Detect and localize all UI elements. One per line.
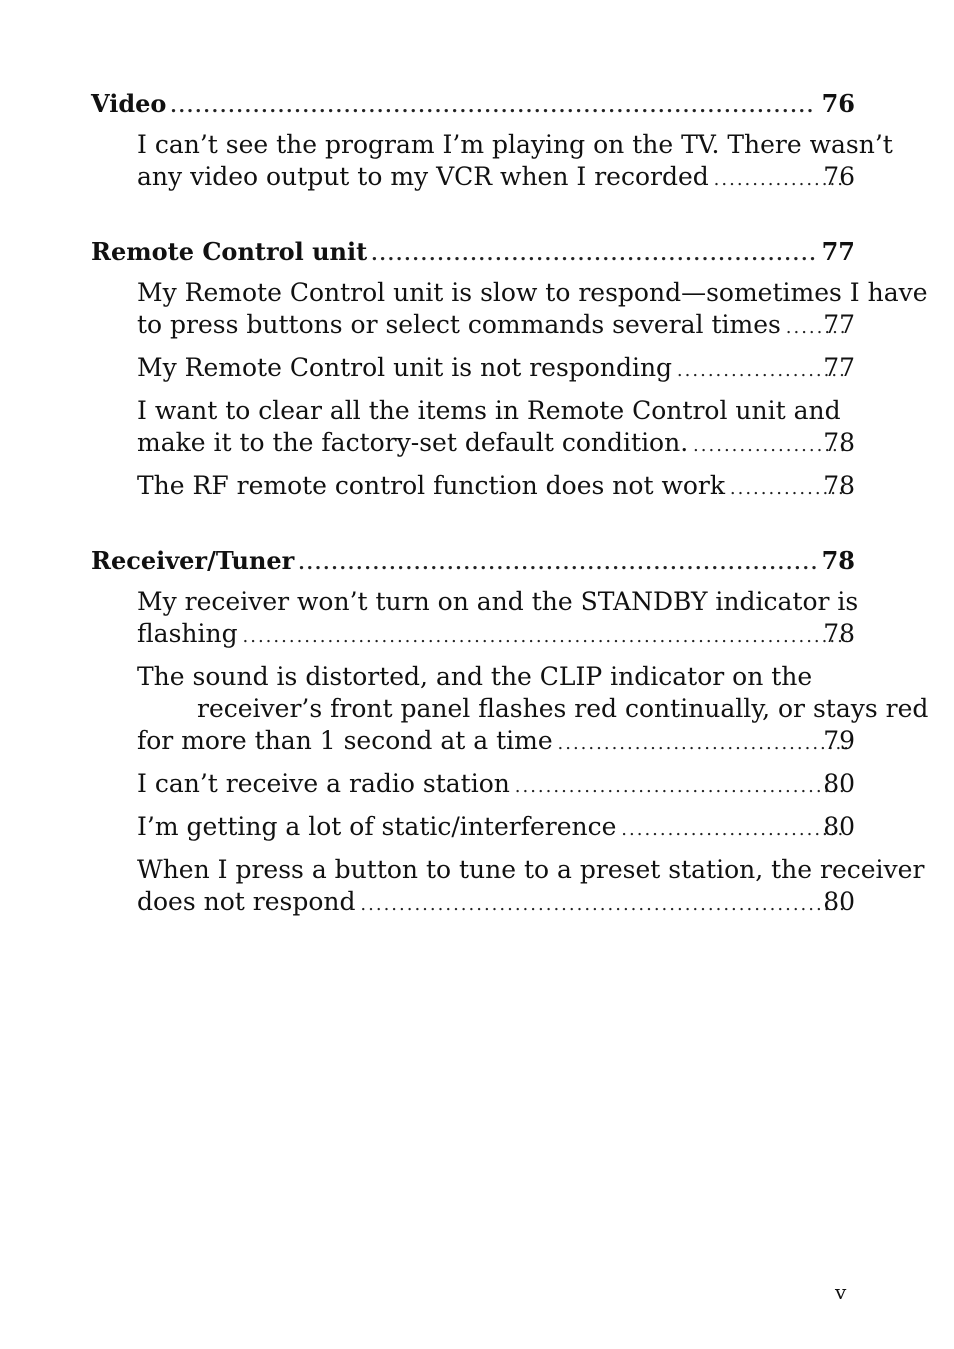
toc-page-number: 80	[823, 887, 855, 916]
toc-section-video	[91, 88, 893, 196]
toc-page-number: 79	[823, 726, 855, 755]
dot-leader	[620, 814, 847, 846]
toc-entry-last-line	[137, 811, 855, 846]
toc-entry[interactable]	[137, 395, 855, 462]
toc-page-number: 80	[823, 812, 855, 841]
toc-entry-text: does not respond	[137, 887, 356, 916]
toc-entry-text: any video output to my VCR when I recorded	[137, 162, 709, 191]
toc-entry-last-line	[137, 352, 855, 387]
toc-page-number: 77	[821, 237, 855, 266]
toc-entry[interactable]	[137, 352, 855, 387]
toc-page-number: 77	[823, 310, 855, 339]
toc-page-number: 78	[821, 546, 855, 575]
toc-entry-last-line	[137, 427, 855, 462]
toc-entry-text: to press buttons or select commands several times	[137, 310, 781, 339]
page-folio: v	[835, 1280, 847, 1304]
toc-entry-text: for more than 1 second at a time	[137, 726, 553, 755]
toc-entry-text: I can’t see the program I’m playing on the TV. There wasn’t	[137, 130, 893, 159]
toc-entry-last-line	[137, 886, 855, 921]
toc-page-number: 78	[823, 619, 855, 648]
dot-leader	[242, 621, 848, 653]
toc-entry-last-line	[137, 470, 855, 505]
toc-page-number: 77	[823, 353, 855, 382]
toc-heading-title: Remote Control unit	[91, 237, 368, 266]
toc-entry-text: My receiver won’t turn on and the STANDBY indicator is	[137, 587, 859, 616]
toc-entry[interactable]	[137, 811, 855, 846]
dot-leader	[371, 239, 815, 271]
toc-entry-last-line	[137, 161, 855, 196]
dot-leader	[298, 548, 815, 580]
toc-entry-last-line	[137, 618, 855, 653]
toc-entry[interactable]	[137, 586, 859, 653]
toc-heading[interactable]	[91, 88, 855, 123]
toc-page-number: 78	[823, 471, 855, 500]
toc-entry-text: flashing	[137, 619, 238, 648]
toc-section-receiver-tuner	[91, 545, 929, 921]
toc-entry-text: I’m getting a lot of static/interference	[137, 812, 617, 841]
toc-entry-text: receiver’s front panel flashes red continually, or stays red	[197, 694, 929, 723]
toc-entry-text: The RF remote control function does not work	[137, 471, 725, 500]
toc-page-number: 76	[821, 89, 855, 118]
toc-entry-text: make it to the factory-set default condition.	[137, 428, 689, 457]
toc-entry[interactable]	[137, 129, 893, 196]
toc-entry-text: My Remote Control unit is not responding	[137, 353, 673, 382]
toc-entry[interactable]	[137, 854, 925, 921]
toc-entry-last-line	[137, 309, 855, 344]
table-of-contents	[91, 88, 929, 961]
toc-entry[interactable]	[137, 661, 929, 760]
toc-page-number: 78	[823, 428, 855, 457]
toc-entry[interactable]	[137, 470, 855, 505]
toc-heading[interactable]	[91, 545, 855, 580]
toc-entry[interactable]	[137, 768, 855, 803]
toc-page-number: 80	[823, 769, 855, 798]
toc-entry-last-line	[137, 768, 855, 803]
toc-entry-text: I want to clear all the items in Remote Control unit and	[137, 396, 841, 425]
toc-entry-text: I can’t receive a radio station	[137, 769, 510, 798]
dot-leader	[676, 355, 847, 387]
toc-heading[interactable]	[91, 236, 855, 271]
dot-leader	[360, 889, 848, 921]
toc-entry[interactable]	[137, 277, 928, 344]
toc-entry-text: My Remote Control unit is slow to respond—sometimes I have	[137, 278, 928, 307]
dot-leader	[170, 91, 815, 123]
dot-leader	[557, 728, 848, 760]
dot-leader	[514, 771, 847, 803]
toc-page-number: 76	[823, 162, 855, 191]
toc-entry-text: The sound is distorted, and the CLIP indicator on the	[137, 662, 813, 691]
toc-entry-text: When I press a button to tune to a preset station, the receiver	[137, 855, 925, 884]
toc-heading-title: Receiver/Tuner	[91, 546, 295, 575]
toc-heading-title: Video	[91, 89, 167, 118]
toc-entry-last-line	[137, 725, 855, 760]
toc-section-remote-control	[91, 236, 928, 505]
